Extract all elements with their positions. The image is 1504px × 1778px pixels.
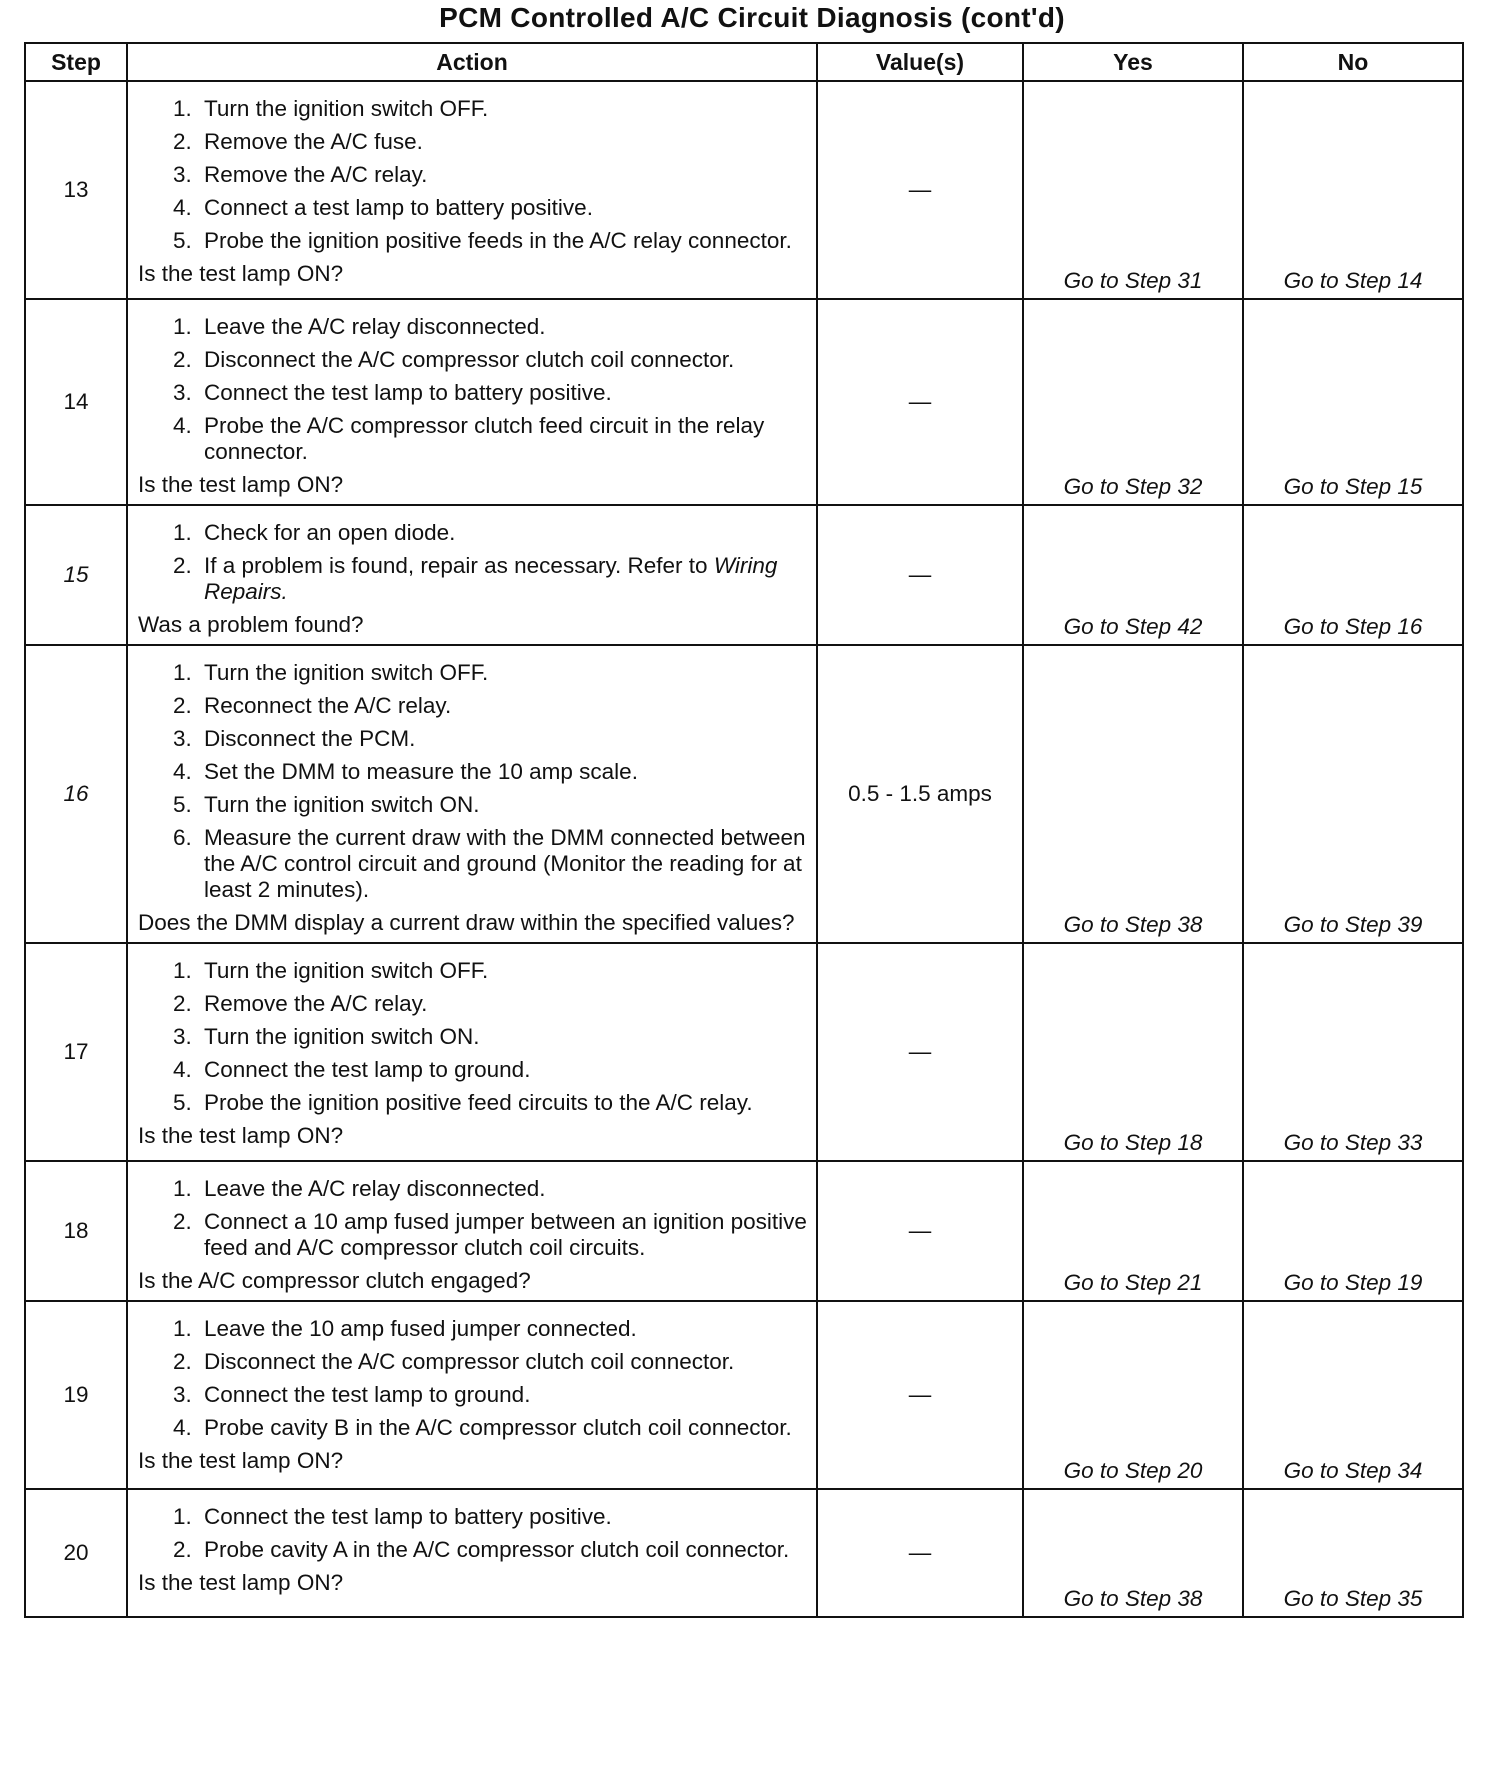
value-cell: —	[817, 1301, 1023, 1489]
action-step: 1. Leave the 10 amp fused jumper connected.	[198, 1316, 810, 1342]
no-cell: Go to Step 19	[1243, 1161, 1463, 1301]
no-cell: Go to Step 16	[1243, 505, 1463, 645]
action-question: Was a problem found?	[138, 612, 364, 637]
value-cell: 0.5 - 1.5 amps	[817, 645, 1023, 943]
action-question: Is the test lamp ON?	[138, 472, 344, 497]
action-step: 2. Reconnect the A/C relay.	[198, 693, 810, 719]
value-cell: —	[817, 1161, 1023, 1301]
yes-cell: Go to Step 32	[1023, 299, 1243, 505]
table-row	[25, 1301, 1463, 1489]
action-step	[198, 553, 810, 605]
action-step: 2. Connect a 10 amp fused jumper between an ignition positive feed and A/C compressor clutch coil circuits.	[198, 1209, 810, 1261]
step-number: 15	[25, 505, 127, 645]
action-step: 1. Leave the A/C relay disconnected.	[198, 314, 810, 340]
diagnosis-table	[24, 42, 1464, 1618]
action-cell	[127, 505, 817, 645]
action-question: Is the A/C compressor clutch engaged?	[138, 1268, 531, 1293]
action-question: Is the test lamp ON?	[138, 1448, 344, 1473]
value-cell: —	[817, 943, 1023, 1161]
step-number: 17	[25, 943, 127, 1161]
action-step: 1. Connect the test lamp to battery positive.	[198, 1504, 810, 1530]
header-yes: Yes	[1023, 43, 1243, 81]
yes-cell: Go to Step 18	[1023, 943, 1243, 1161]
action-cell	[127, 1161, 817, 1301]
step-number: 16	[25, 645, 127, 943]
action-step: 1. Turn the ignition switch OFF.	[198, 96, 810, 122]
action-steps	[128, 1302, 816, 1441]
header-no: No	[1243, 43, 1463, 81]
table-row	[25, 645, 1463, 943]
action-step: 2. Remove the A/C fuse.	[198, 129, 810, 155]
action-steps	[128, 1490, 816, 1563]
step-number: 14	[25, 299, 127, 505]
action-step: 4. Connect the test lamp to ground.	[198, 1057, 810, 1083]
table-row	[25, 81, 1463, 299]
yes-cell: Go to Step 38	[1023, 1489, 1243, 1617]
value-cell: —	[817, 1489, 1023, 1617]
document-title: PCM Controlled A/C Circuit Diagnosis (cont'd)	[439, 2, 1065, 33]
table-row	[25, 505, 1463, 645]
action-steps	[128, 506, 816, 605]
action-step: 1. Check for an open diode.	[198, 520, 810, 546]
header-step: Step	[25, 43, 127, 81]
action-step: 4. Connect a test lamp to battery positive.	[198, 195, 810, 221]
action-step: 1. Turn the ignition switch OFF.	[198, 660, 810, 686]
value-cell: —	[817, 299, 1023, 505]
action-question: Is the test lamp ON?	[138, 1123, 344, 1148]
yes-cell: Go to Step 21	[1023, 1161, 1243, 1301]
action-step: 4. Probe cavity B in the A/C compressor clutch coil connector.	[198, 1415, 810, 1441]
no-cell: Go to Step 33	[1243, 943, 1463, 1161]
action-step: 2. Disconnect the A/C compressor clutch coil connector.	[198, 1349, 810, 1375]
table-row	[25, 1489, 1463, 1617]
action-step: 4. Probe the A/C compressor clutch feed circuit in the relay connector.	[198, 413, 810, 465]
action-steps	[128, 944, 816, 1116]
action-step: 2. Remove the A/C relay.	[198, 991, 810, 1017]
action-step: 4. Set the DMM to measure the 10 amp scale.	[198, 759, 810, 785]
step-number: 13	[25, 81, 127, 299]
action-cell	[127, 943, 817, 1161]
step-number: 18	[25, 1161, 127, 1301]
action-cell	[127, 81, 817, 299]
action-step: 3. Turn the ignition switch ON.	[198, 1024, 810, 1050]
action-step: 3. Connect the test lamp to ground.	[198, 1382, 810, 1408]
table-row	[25, 299, 1463, 505]
action-question: Is the test lamp ON?	[138, 1570, 344, 1595]
header-values: Value(s)	[817, 43, 1023, 81]
action-cell	[127, 1489, 817, 1617]
no-cell: Go to Step 14	[1243, 81, 1463, 299]
header-row	[25, 43, 1463, 81]
action-step: 1. Turn the ignition switch OFF.	[198, 958, 810, 984]
yes-cell: Go to Step 42	[1023, 505, 1243, 645]
action-cell	[127, 645, 817, 943]
value-cell: —	[817, 81, 1023, 299]
action-step: 5. Turn the ignition switch ON.	[198, 792, 810, 818]
no-cell: Go to Step 34	[1243, 1301, 1463, 1489]
action-step: 2. Probe cavity A in the A/C compressor clutch coil connector.	[198, 1537, 810, 1563]
step-number: 19	[25, 1301, 127, 1489]
action-steps	[128, 646, 816, 903]
action-step: 1. Leave the A/C relay disconnected.	[198, 1176, 810, 1202]
wiring-repairs-reference: Wiring Repairs.	[204, 553, 778, 604]
header-action: Action	[127, 43, 817, 81]
action-step: 5. Probe the ignition positive feed circuits to the A/C relay.	[198, 1090, 810, 1116]
no-cell: Go to Step 35	[1243, 1489, 1463, 1617]
action-question: Does the DMM display a current draw within the specified values?	[138, 910, 795, 935]
action-step: 3. Remove the A/C relay.	[198, 162, 810, 188]
no-cell: Go to Step 15	[1243, 299, 1463, 505]
action-cell	[127, 1301, 817, 1489]
value-cell: —	[817, 505, 1023, 645]
action-cell	[127, 299, 817, 505]
table-row	[25, 1161, 1463, 1301]
yes-cell: Go to Step 20	[1023, 1301, 1243, 1489]
action-step: 3. Connect the test lamp to battery positive.	[198, 380, 810, 406]
action-step: 5. Probe the ignition positive feeds in the A/C relay connector.	[198, 228, 810, 254]
yes-cell: Go to Step 38	[1023, 645, 1243, 943]
step-number: 20	[25, 1489, 127, 1617]
no-cell: Go to Step 39	[1243, 645, 1463, 943]
action-step-text: If a problem is found, repair as necessary. Refer to	[204, 553, 708, 578]
yes-cell: Go to Step 31	[1023, 81, 1243, 299]
action-steps	[128, 300, 816, 465]
action-question: Is the test lamp ON?	[138, 261, 344, 286]
table-row	[25, 943, 1463, 1161]
action-step: 6. Measure the current draw with the DMM connected between the A/C control circuit and ground (Monitor the reading for at least 2 minutes).	[198, 825, 810, 903]
action-steps	[128, 1162, 816, 1261]
action-step: 2. Disconnect the A/C compressor clutch coil connector.	[198, 347, 810, 373]
action-step: 3. Disconnect the PCM.	[198, 726, 810, 752]
action-steps	[128, 82, 816, 254]
